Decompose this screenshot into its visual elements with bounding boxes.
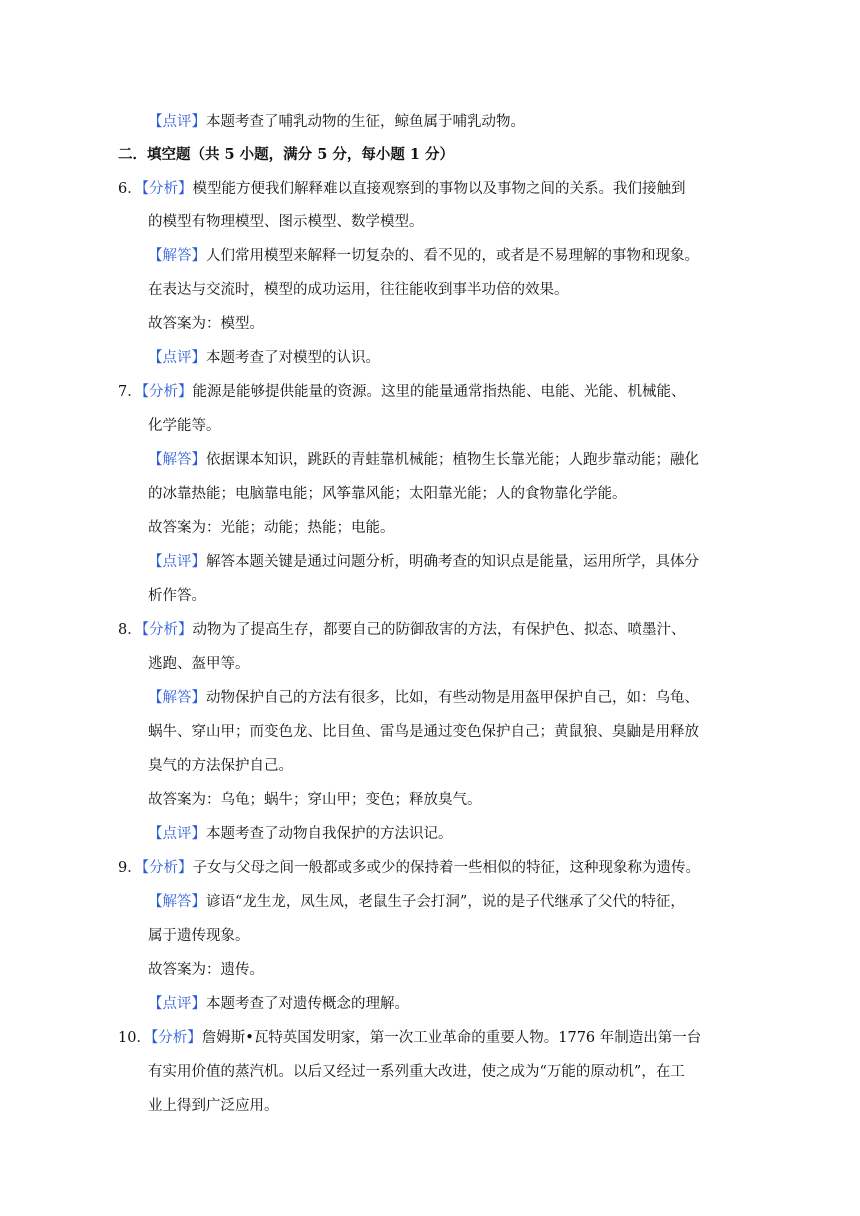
analysis-tag: 【分析】 bbox=[150, 1030, 202, 1046]
solution-tag: 【解答】 bbox=[148, 248, 206, 264]
q8-solution-line-2: 蜗牛、穿山甲；而变色龙、比目鱼、雷鸟是通过变色保护自己；黄鼠狼、臭鼬是用释放 bbox=[148, 724, 699, 740]
section-title: 二．填空题（共 5 小题，满分 5 分，每小题 1 分） bbox=[118, 146, 455, 163]
q8-analysis-line-2: 逃跑、盔甲等。 bbox=[148, 656, 250, 672]
q9-answer: 故答案为：遗传。 bbox=[148, 962, 264, 978]
q10-analysis-line-1: 10．【分析】詹姆斯•瓦特英国发明家，第一次工业革命的重要人物。1776 年制造出第一台 bbox=[118, 1030, 702, 1046]
q9-solution-line-2: 属于遗传现象。 bbox=[148, 928, 250, 944]
q9-analysis: 9．【分析】子女与父母之间一般都或多或少的保持着一些相似的特征，这种现象称为遗传。 bbox=[118, 860, 700, 876]
question-number: 7． bbox=[118, 384, 142, 400]
q7-comment-line-2: 析作答。 bbox=[148, 588, 206, 604]
solution-tag: 【解答】 bbox=[148, 452, 206, 468]
comment-tag: 【点评】 bbox=[148, 826, 206, 842]
question-number: 9． bbox=[118, 860, 142, 876]
q9-solution-line-1: 【解答】谚语“龙生龙，凤生凤，老鼠生子会打洞”，说的是子代继承了父代的特征， bbox=[148, 894, 685, 910]
q8-comment: 【点评】本题考查了动物自我保护的方法识记。 bbox=[148, 826, 453, 842]
question-number: 10． bbox=[118, 1030, 151, 1046]
q6-solution-line-2: 在表达与交流时，模型的成功运用，往往能收到事半功倍的效果。 bbox=[148, 282, 569, 298]
q6-analysis-line-1: 6．【分析】模型能方便我们解释难以直接观察到的事物以及事物之间的关系。我们接触到 bbox=[118, 181, 686, 197]
q7-answer: 故答案为：光能；动能；热能；电能。 bbox=[148, 520, 395, 536]
question-number: 8． bbox=[118, 622, 142, 638]
comment-tag: 【点评】 bbox=[148, 350, 206, 366]
comment-tag: 【点评】 bbox=[148, 554, 206, 570]
comment-tag: 【点评】 bbox=[148, 996, 206, 1012]
q6-analysis-line-2: 的模型有物理模型、图示模型、数学模型。 bbox=[148, 214, 424, 230]
q7-analysis-line-1: 7．【分析】能源是能够提供能量的资源。这里的能量通常指热能、电能、光能、机械能、 bbox=[118, 384, 686, 400]
q7-solution-line-2: 的冰靠热能；电脑靠电能；风筝靠风能；太阳靠光能；人的食物靠化学能。 bbox=[148, 486, 627, 502]
solution-tag: 【解答】 bbox=[148, 894, 206, 910]
q8-analysis-line-1: 8．【分析】动物为了提高生存，都要自己的防御敌害的方法，有保护色、拟态、喷墨汁、 bbox=[118, 622, 686, 638]
solution-tag: 【解答】 bbox=[148, 690, 206, 706]
analysis-tag: 【分析】 bbox=[141, 384, 193, 400]
analysis-tag: 【分析】 bbox=[141, 622, 193, 638]
q7-solution-line-1: 【解答】依据课本知识，跳跃的青蛙靠机械能；植物生长靠光能；人跑步靠动能；融化 bbox=[148, 452, 699, 468]
q6-solution-line-1: 【解答】人们常用模型来解释一切复杂的、看不见的，或者是不易理解的事物和现象。 bbox=[148, 248, 699, 264]
q10-analysis-line-3: 业上得到广泛应用。 bbox=[148, 1098, 279, 1114]
q6-comment: 【点评】本题考查了对模型的认识。 bbox=[148, 350, 380, 366]
q8-solution-line-1: 【解答】动物保护自己的方法有很多，比如，有些动物是用盔甲保护自己，如：乌龟、 bbox=[148, 690, 699, 706]
q7-comment-line-1: 【点评】解答本题关键是通过问题分析，明确考查的知识点是能量，运用所学，具体分 bbox=[148, 554, 699, 570]
question-number: 6． bbox=[118, 181, 142, 197]
q10-analysis-line-2: 有实用价值的蒸汽机。以后又经过一系列重大改进，使之成为“万能的原动机”，在工 bbox=[148, 1064, 685, 1080]
q7-analysis-line-2: 化学能等。 bbox=[148, 418, 221, 434]
q6-answer: 故答案为：模型。 bbox=[148, 316, 264, 332]
comment-tag: 【点评】 bbox=[148, 114, 206, 130]
q8-solution-line-3: 臭气的方法保护自己。 bbox=[148, 758, 293, 774]
q5-comment: 【点评】本题考查了哺乳动物的生征，鲸鱼属于哺乳动物。 bbox=[148, 114, 525, 130]
q9-comment: 【点评】本题考查了对遗传概念的理解。 bbox=[148, 996, 409, 1012]
analysis-tag: 【分析】 bbox=[141, 181, 193, 197]
analysis-tag: 【分析】 bbox=[141, 860, 193, 876]
q8-answer: 故答案为：乌龟；蜗牛；穿山甲；变色；释放臭气。 bbox=[148, 792, 482, 808]
